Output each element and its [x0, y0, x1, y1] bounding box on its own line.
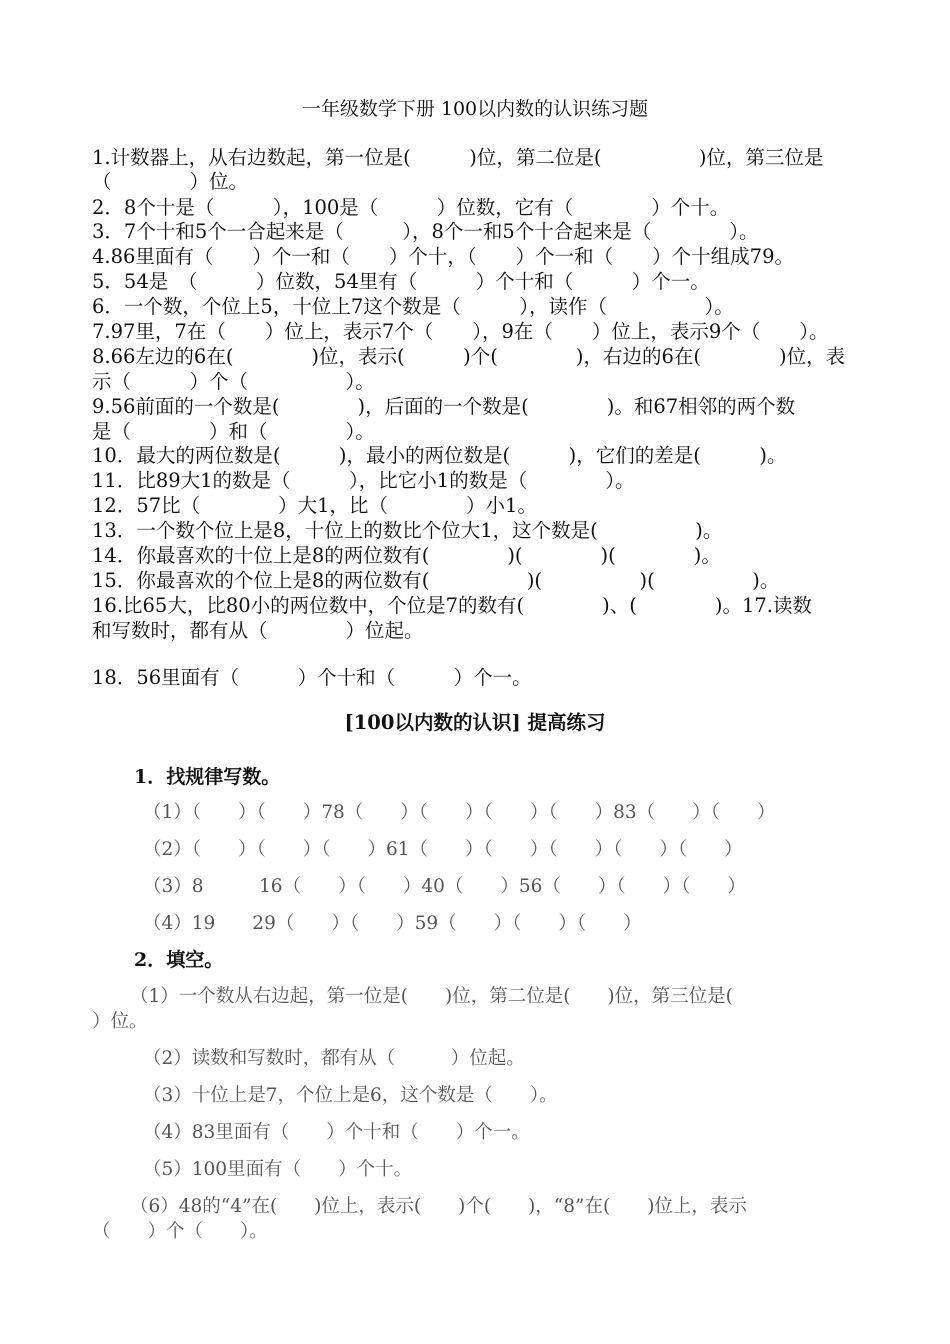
fill-line: （3）十位上是7，个位上是6，这个数是（ ）。 — [143, 1085, 558, 1106]
fill-line: （4）83里面有（ ）个十和（ ）个一。 — [143, 1122, 530, 1143]
question-line: 13．一个数个位上是8，十位上的数比个位大1，这个数是( )。 — [92, 519, 723, 542]
sequence-row: （2）（ ）（ ）（ ）61（ ）（ ）（ ）（ ）（ ） — [143, 839, 743, 860]
question-line: 1.计数器上，从右边数起，第一位是( )位，第二位是( )位，第三位是 — [92, 146, 824, 169]
fill-line: （ ）个（ ）。 — [92, 1221, 268, 1242]
sequence-row: （4）19 29（ ）（ ）59（ ）（ ）（ ） — [143, 913, 642, 934]
question-line: 3．7个十和5个一合起来是（ ），8个一和5个十合起来是（ ）。 — [92, 220, 759, 243]
question-line: 6．一个数，个位上5，十位上7这个数是（ ），读作（ ）。 — [92, 295, 734, 318]
part2-title: 2．填空。 — [134, 949, 224, 971]
fill-line: （1）一个数从右边起，第一位是( )位，第二位是( )位，第三位是( — [130, 986, 733, 1007]
question-line: 5．54是 （ ）位数，54里有（ ）个十和（ ）个一。 — [92, 270, 710, 293]
question-line: 2．8个十是（ ），100是（ ）位数，它有（ ）个十。 — [92, 196, 730, 219]
question-line: 8.66左边的6在( )位，表示( )个( )，右边的6在( )位，表 — [92, 345, 846, 368]
fill-line: （5）100里面有（ ）个十。 — [143, 1159, 413, 1180]
question-line: 示（ ）个（ ）。 — [92, 370, 375, 393]
question-line: 是（ ）和（ ）。 — [92, 420, 375, 443]
part1-title: 1．找规律写数。 — [134, 766, 281, 788]
sequence-row: （3）8 16（ ）（ ）40（ ）56（ ）（ ）（ ） — [143, 876, 746, 897]
question-line: （ ）位。 — [92, 170, 249, 193]
question-line: 11．比89大1的数是（ ），比它小1的数是（ ）。 — [92, 469, 635, 492]
fill-line: （6）48的“4”在( )位上，表示( )个( )，“8”在( )位上，表示 — [130, 1196, 747, 1217]
question-line: 18．56里面有（ ）个十和（ ）个一。 — [92, 666, 532, 689]
fill-line: （2）读数和写数时，都有从（ ）位起。 — [143, 1048, 525, 1069]
page-title: 一年级数学下册 100以内数的认识练习题 — [301, 98, 649, 120]
question-line: 14．你最喜欢的十位上是8的两位数有( )( )( )。 — [92, 544, 721, 567]
question-line: 10．最大的两位数是( )，最小的两位数是( )，它们的差是( )。 — [92, 444, 787, 467]
fill-line: ）位。 — [92, 1011, 148, 1032]
question-line: 15．你最喜欢的个位上是8的两位数有( )( )( )。 — [92, 569, 780, 592]
question-line: 和写数时，都有从（ ）位起。 — [92, 619, 424, 642]
question-line: 4.86里面有（ ）个一和（ ）个十，（ ）个一和（ ）个十组成79。 — [92, 245, 794, 268]
question-line: 16.比65大，比80小的两位数中，个位是7的数有( )、( )。17.读数 — [92, 594, 812, 617]
question-line: 7.97里，7在（ ）位上，表示7个（ ），9在（ ）位上，表示9个（ ）。 — [92, 320, 829, 343]
question-line: 9.56前面的一个数是( )，后面的一个数是( )。和67相邻的两个数 — [92, 395, 796, 418]
question-line: 12．57比（ ）大1，比（ ）小1。 — [92, 494, 537, 517]
sequence-row: （1）（ ）（ ）78（ ）（ ）（ ）（ ）83（ ）（ ） — [143, 802, 776, 823]
section-heading: [100以内数的认识] 提高练习 — [344, 711, 606, 734]
